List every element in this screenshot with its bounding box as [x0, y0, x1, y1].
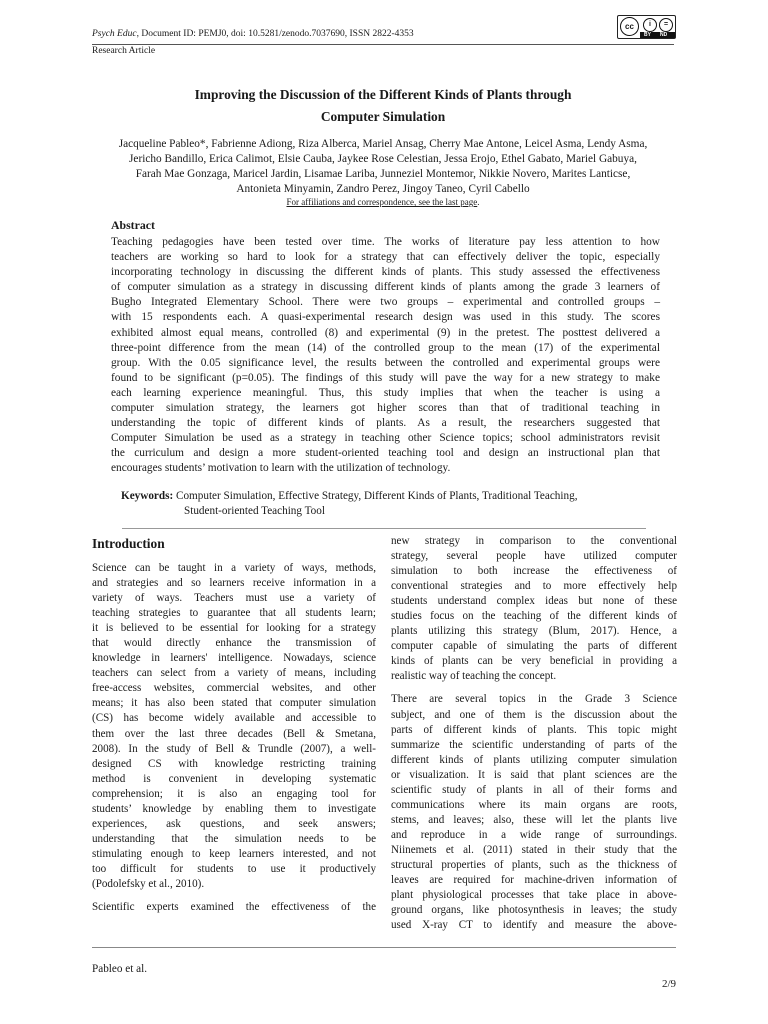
body-line: plants utilizing this strategy (Blum, 2017). Hence, a [391, 625, 677, 638]
abstract-line: of computer simulation as a strategy in discussing different kinds of plants among the grade 3 learners of [111, 281, 660, 294]
abstract-line: Computer Simulation be used as a strategy in teaching other Science topics; school administrators revisit [111, 432, 660, 445]
body-line: plant physiological processes that take place in above- [391, 889, 677, 902]
attribution-icon: i [643, 18, 657, 32]
body-line: comprehension; it is also an engaging tool for [92, 787, 376, 800]
body-line: kinds of plants can be very beneficial in providing a [391, 655, 677, 668]
doi-line: , Document ID: PEMJ0, doi: 10.5281/zenodo.7037690, ISSN 2822-4353 [136, 29, 414, 39]
body-line: Science can be taught in a variety of ways, methods, [92, 562, 376, 574]
body-line: strategy, several people have utilized computer [391, 550, 677, 563]
license-by-label: BY [644, 32, 651, 38]
body-line: variety of ways. Teachers must use a variety of [92, 592, 376, 605]
header-divider [92, 44, 674, 45]
body-line: them over the last three decades (Bell & Smetana, [92, 727, 376, 740]
right-column [391, 534, 677, 933]
abstract-line: found to be significant (p=0.05). The findings of this study will pave the way for a new strategy to make [111, 371, 660, 384]
no-derivatives-icon: = [659, 18, 673, 32]
author-line: Farah Mae Gonzaga, Maricel Jardin, Lisamae Lariba, Junneziel Montemor, Nikkie Novero, Marites Lanticse, [135, 168, 631, 180]
body-line: subject, and one of them is the discussion about the [391, 708, 677, 721]
abstract-heading: Abstract [111, 218, 155, 232]
body-line: different kinds of plants utilizing computer simulation [391, 753, 677, 766]
paper-title-line-1: Improving the Discussion of the Different Kinds of Plants through [194, 87, 572, 102]
keywords [121, 489, 578, 519]
body-line: students’ knowledge by enabling them to investigate [92, 802, 376, 815]
affiliation-period: . [477, 197, 480, 207]
cc-icon: cc [620, 17, 639, 36]
body-line: Niinemets et al. (2011) stated in their study that the [391, 843, 677, 856]
body-line: teaching strategies to guarantee that all students learn; [92, 607, 376, 620]
body-line: Scientific experts examined the effectiveness of the [92, 901, 376, 914]
body-line: new strategy in comparison to the conventional [391, 535, 677, 547]
author-list [80, 137, 686, 197]
abstract-line: group. With the 0.05 significance level, the results between the controlled and experimental groups were [111, 356, 660, 369]
affiliation-note [92, 197, 674, 207]
abstract-body [111, 235, 660, 477]
introduction-heading: Introduction [92, 536, 165, 551]
body-line: computer capable of simulating the parts of different [391, 640, 677, 653]
license-nd-label: ND [660, 32, 668, 38]
body-line: stimulating enough to keep learners interested, and not [92, 847, 376, 860]
body-line: stems, and leaves; also, these will let the plants live [391, 813, 677, 826]
abstract-line: teachers are working so hard to look for a strategy that can effectively deliver the topic, especially [111, 251, 660, 264]
body-line: ground organs, like photosynthesis in leaves; the study [391, 904, 677, 917]
keywords-line-1 [121, 489, 578, 504]
body-line: scientific study of plants in all of their forms and [391, 783, 677, 796]
keywords-line-2: Student-oriented Teaching Tool [184, 505, 325, 518]
footer-author: Pableo et al. [92, 963, 147, 975]
body-line: realistic way of teaching the concept. [391, 670, 557, 683]
author-line: Antonieta Minyamin, Zandro Perez, Jingoy Taneo, Cyril Cabello [236, 183, 530, 195]
journal-citation [92, 29, 414, 39]
body-line: it is believed to be essential for looking for a strategy [92, 622, 376, 635]
body-line: used X-ray CT to identify and measure the above- [391, 919, 677, 932]
body-line: experiences, ask questions, and seek answers; [92, 817, 376, 830]
body-line: structural properties of plants, such as the thickness of [391, 858, 677, 871]
body-line: designed CS with knowledge restricting training [92, 757, 376, 770]
page-number: 2/9 [661, 978, 676, 990]
body-line: communications where its main organs are roots, [391, 798, 677, 811]
body-line: method is convenient in developing systematic [92, 772, 376, 785]
abstract-line: Bugho Integrated Elementary School. There were two groups – experimental and controlled groups – [111, 296, 660, 309]
body-line: (Podolefsky et al., 2010). [92, 877, 205, 890]
body-line: that would directly enhance the transmission of [92, 637, 376, 650]
body-line: leaves are required for machine-driven information of [391, 874, 677, 887]
body-line: teachers can select from a variety of means, including [92, 667, 376, 680]
body-line: There are several topics in the Grade 3 Science [391, 693, 677, 706]
keywords-label: Keywords: [121, 490, 174, 502]
keywords-divider [122, 528, 646, 529]
body-line: means; it has also been stated that computer simulation [92, 697, 376, 710]
abstract-line: incorporating technology in discussing the different kinds of plants. This study assessed the effectiveness [111, 266, 660, 279]
abstract-line: exhibited almost equal means, controlled (8) and experimental (9) in the pretest. The posttest delivered a [111, 326, 660, 339]
body-line: knowledge in learners' intelligence. Nowadays, science [92, 652, 376, 665]
abstract-line: the curriculum and design a more student-oriented teaching tool and design an instructional plan that [111, 447, 660, 460]
abstract-line: encourages students’ motivation to learn with the utilization of technology. [111, 462, 451, 475]
abstract-line: three-point difference from the mean (14) of the controlled group to the mean (17) of the experimental [111, 341, 660, 354]
cc-license-badge[interactable] [617, 15, 676, 39]
abstract-line: Teaching pedagogies have been tested over time. The works of literature pay less attention to how [111, 236, 660, 248]
left-column [92, 561, 376, 915]
abstract-line: computer simulation strategy, the learners got higher scores than that of traditional teaching in [111, 402, 660, 415]
body-line: 2008). In the study of Bell & Trundle (2007), a well- [92, 742, 376, 755]
body-line: and strategies and so learners receive information in a [92, 577, 376, 590]
author-line: Jacqueline Pableo*, Fabrienne Adiong, Riza Alberca, Mariel Ansag, Cherry Mae Antone, Leicel Asma, Lendy Asma, [118, 138, 648, 150]
body-line: parts of different kinds of plants. This topic might [391, 723, 677, 736]
affiliation-link[interactable]: For affiliations and correspondence, see the last page [286, 197, 478, 207]
footer-divider [92, 947, 676, 948]
body-line: too difficult for students to use it productively [92, 862, 376, 875]
body-line: summarize the scientific understanding of parts of the [391, 738, 677, 751]
body-line: studies focus on the teaching of the different kinds of [391, 610, 677, 623]
body-line: free-access websites, commercial websites, and other [92, 682, 376, 695]
body-line: understanding that the simulation needs to be [92, 832, 376, 845]
keywords-text: Computer Simulation, Effective Strategy, Different Kinds of Plants, Traditional Teaching, [173, 490, 578, 502]
paper-title-line-2: Computer Simulation [320, 109, 446, 124]
abstract-line: understanding the topic of different kinds of plants. As a result, the researchers suggested that [111, 417, 660, 430]
body-line: students understand complex ideas but none of these [391, 595, 677, 608]
author-line: Jericho Bandillo, Erica Calimot, Elsie Cauba, Jaykee Rose Celestian, Jessa Erojo, Ethel Gabato, Mariel Gabuya, [129, 153, 637, 165]
abstract-line: with 15 respondents each. A quasi-experimental research design was used in this study. The scores [111, 311, 660, 324]
body-line: and reproduce in a wide range of surroundings. [391, 828, 677, 841]
abstract-line: each learning experience meaningful. Thus, this study implies that when the teacher is using a [111, 386, 660, 399]
body-line: conventional strategies and to more effectively help [391, 580, 677, 593]
body-line: simulation to both increase the effectiveness of [391, 565, 677, 578]
body-line: (CS) has become widely available and accessible to [92, 712, 376, 725]
article-type: Research Article [92, 46, 156, 56]
journal-name: Psych Educ [92, 29, 137, 39]
body-line: or visualization. It is said that plant sciences are the [391, 768, 677, 781]
license-strip [640, 32, 675, 38]
